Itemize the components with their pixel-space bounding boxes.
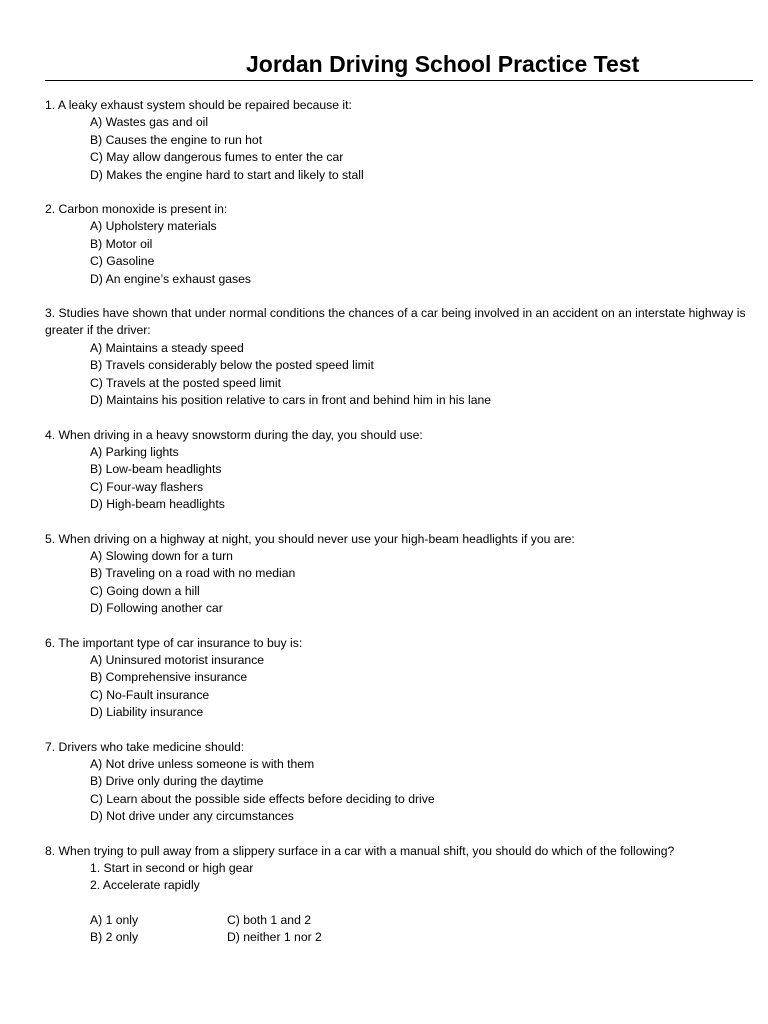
option-c: C) May allow dangerous fumes to enter the car xyxy=(90,150,344,165)
question-4 xyxy=(45,427,757,514)
option-c: C) Gasoline xyxy=(90,254,155,269)
option-c: C) Going down a hill xyxy=(90,583,200,598)
option-d: D) Following another car xyxy=(90,601,223,616)
page-title: Jordan Driving School Practice Test xyxy=(246,51,640,77)
option-c: C) Learn about the possible side effects before deciding to drive xyxy=(90,791,435,806)
option-c: C) both 1 and 2 xyxy=(227,912,312,927)
question-2 xyxy=(45,201,757,288)
question-text: 1. A leaky exhaust system should be repaired because it: xyxy=(45,98,352,112)
question-5 xyxy=(45,531,757,618)
option-d: D) Not drive under any circumstances xyxy=(90,809,294,824)
option-d: D) neither 1 nor 2 xyxy=(227,930,322,945)
question-text: 4. When driving in a heavy snowstorm during the day, you should use: xyxy=(45,427,423,442)
option-a: A) Maintains a steady speed xyxy=(90,340,244,355)
question-1 xyxy=(45,97,757,184)
statement-1: 1. Start in second or high gear xyxy=(90,861,254,876)
option-a: A) Not drive unless someone is with them xyxy=(90,757,315,771)
option-b: B) Traveling on a road with no median xyxy=(90,566,296,581)
question-3 xyxy=(45,305,757,409)
option-b: B) Motor oil xyxy=(90,236,153,251)
option-a: A) 1 only xyxy=(90,912,139,927)
question-8 xyxy=(45,843,757,947)
option-d: D) Makes the engine hard to start and likely to stall xyxy=(90,167,364,182)
option-d: D) High-beam headlights xyxy=(90,497,225,512)
question-text: 8. When trying to pull away from a slippery surface in a car with a manual shift, you should do which of the following? xyxy=(45,843,675,858)
option-a: A) Upholstery materials xyxy=(90,219,217,234)
option-b: B) Comprehensive insurance xyxy=(90,670,248,685)
option-b: B) 2 only xyxy=(90,930,139,945)
question-list xyxy=(45,97,757,964)
option-a: A) Uninsured motorist insurance xyxy=(90,652,265,667)
option-a: A) Slowing down for a turn xyxy=(90,548,233,563)
option-a: A) Wastes gas and oil xyxy=(90,115,209,130)
title-divider xyxy=(45,80,753,81)
option-b: B) Causes the engine to run hot xyxy=(90,132,263,147)
question-6 xyxy=(45,635,757,722)
question-text: 2. Carbon monoxide is present in: xyxy=(45,202,228,217)
option-a: A) Parking lights xyxy=(90,444,179,459)
option-b: B) Travels considerably below the posted speed limit xyxy=(90,358,374,373)
statement-2: 2. Accelerate rapidly xyxy=(90,878,200,893)
option-d: D) Maintains his position relative to cars in front and behind him in his lane xyxy=(90,393,492,408)
option-c: C) Travels at the posted speed limit xyxy=(90,375,282,390)
option-d: D) Liability insurance xyxy=(90,705,204,720)
question-7 xyxy=(45,739,757,826)
question-text: 6. The important type of car insurance to buy is: xyxy=(45,635,303,650)
question-text: 3. Studies have shown that under normal conditions the chances of a car being involved in an accident on an interstate highway is greater if the driver: xyxy=(45,306,746,338)
question-text: 7. Drivers who take medicine should: xyxy=(45,739,245,754)
option-b: B) Low-beam headlights xyxy=(90,462,222,477)
option-b: B) Drive only during the daytime xyxy=(90,774,264,789)
option-c: C) No-Fault insurance xyxy=(90,687,210,702)
option-c: C) Four-way flashers xyxy=(90,479,204,494)
option-d: D) An engine’s exhaust gases xyxy=(90,271,252,286)
answer-grid xyxy=(45,912,757,947)
question-text: 5. When driving on a highway at night, you should never use your high-beam headlights if you are: xyxy=(45,531,575,546)
